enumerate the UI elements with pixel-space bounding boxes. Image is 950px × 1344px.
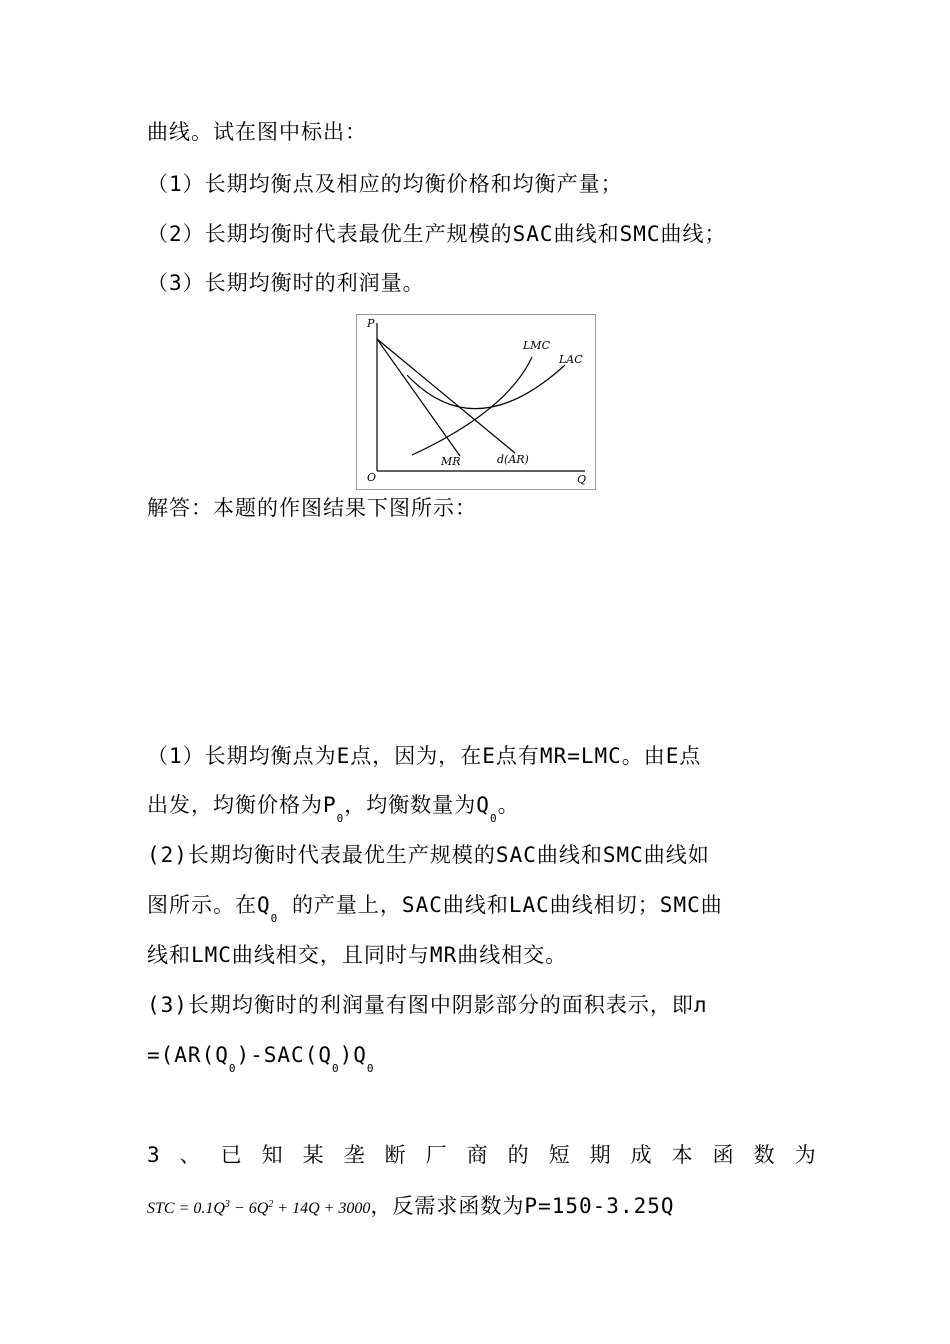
mr-label: MR: [441, 455, 461, 468]
lac-label: LAC: [559, 353, 583, 366]
demand-label: d(AR): [497, 453, 529, 466]
answer-p1-line1: （1）长期均衡点为E点，因为，在E点有MR=LMC。由E点: [147, 744, 702, 768]
answer-heading: 解答：本题的作图结果下图所示：: [147, 496, 477, 520]
question-item-1: （1）长期均衡点及相应的均衡价格和均衡产量；: [147, 172, 623, 196]
subscript: 0: [489, 812, 498, 825]
text-segment: 的产量上，SAC曲线和LAC曲线相切；SMC曲: [291, 893, 723, 917]
x-axis-label: Q: [577, 473, 587, 486]
answer-p2-line2: [147, 890, 723, 924]
text-segment: )Q: [339, 1043, 367, 1067]
origin-label: O: [367, 471, 377, 484]
problem3-line1: 3、已知某垄断厂商的短期成本函数为: [147, 1143, 836, 1167]
text-segment: ，均衡数量为Q: [344, 793, 490, 817]
question-item-3: （3）长期均衡时的利润量。: [147, 271, 425, 295]
economics-figure: [356, 314, 596, 490]
exponent: 3: [224, 1199, 230, 1210]
subscript: 0: [270, 912, 279, 925]
problem3-line2: [147, 1190, 675, 1224]
lac-curve: [407, 365, 565, 409]
answer-p2-line1: (2)长期均衡时代表最优生产规模的SAC曲线和SMC曲线如: [147, 843, 710, 867]
text-segment: 。: [497, 793, 520, 817]
formula-part: − 6Q: [229, 1200, 269, 1217]
answer-p3-line1: (3)长期均衡时的利润量有图中阴影部分的面积表示，即л: [147, 993, 708, 1017]
answer-p2-line3: 线和LMC曲线相交，且同时与MR曲线相交。: [147, 943, 568, 967]
text-segment: ，反需求函数为P=150-3.25Q: [370, 1194, 675, 1218]
subscript: 0: [336, 812, 345, 825]
formula-part: STC = 0.1Q: [147, 1200, 225, 1217]
subscript: 0: [228, 1062, 237, 1075]
formula-part: + 14Q + 3000: [273, 1200, 371, 1217]
answer-p3-line2: [147, 1040, 375, 1074]
exponent: 2: [268, 1199, 274, 1210]
subscript: 0: [332, 1062, 340, 1075]
figure-svg: [357, 315, 595, 489]
text-segment: 图所示。在Q: [147, 893, 271, 917]
lmc-label: LMC: [523, 339, 550, 352]
lmc-curve: [412, 357, 532, 455]
text-segment: =(AR(Q: [147, 1043, 229, 1067]
intro-line: 曲线。试在图中标出：: [147, 120, 367, 144]
answer-p1-line2: [147, 790, 520, 824]
text-segment: )-SAC(Q: [236, 1043, 332, 1067]
stc-formula: [147, 1200, 370, 1217]
subscript: 0: [366, 1062, 375, 1075]
question-item-2: （2）长期均衡时代表最优生产规模的SAC曲线和SMC曲线；: [147, 222, 727, 246]
y-axis-label: P: [367, 317, 375, 330]
text-segment: 出发，均衡价格为P: [147, 793, 337, 817]
